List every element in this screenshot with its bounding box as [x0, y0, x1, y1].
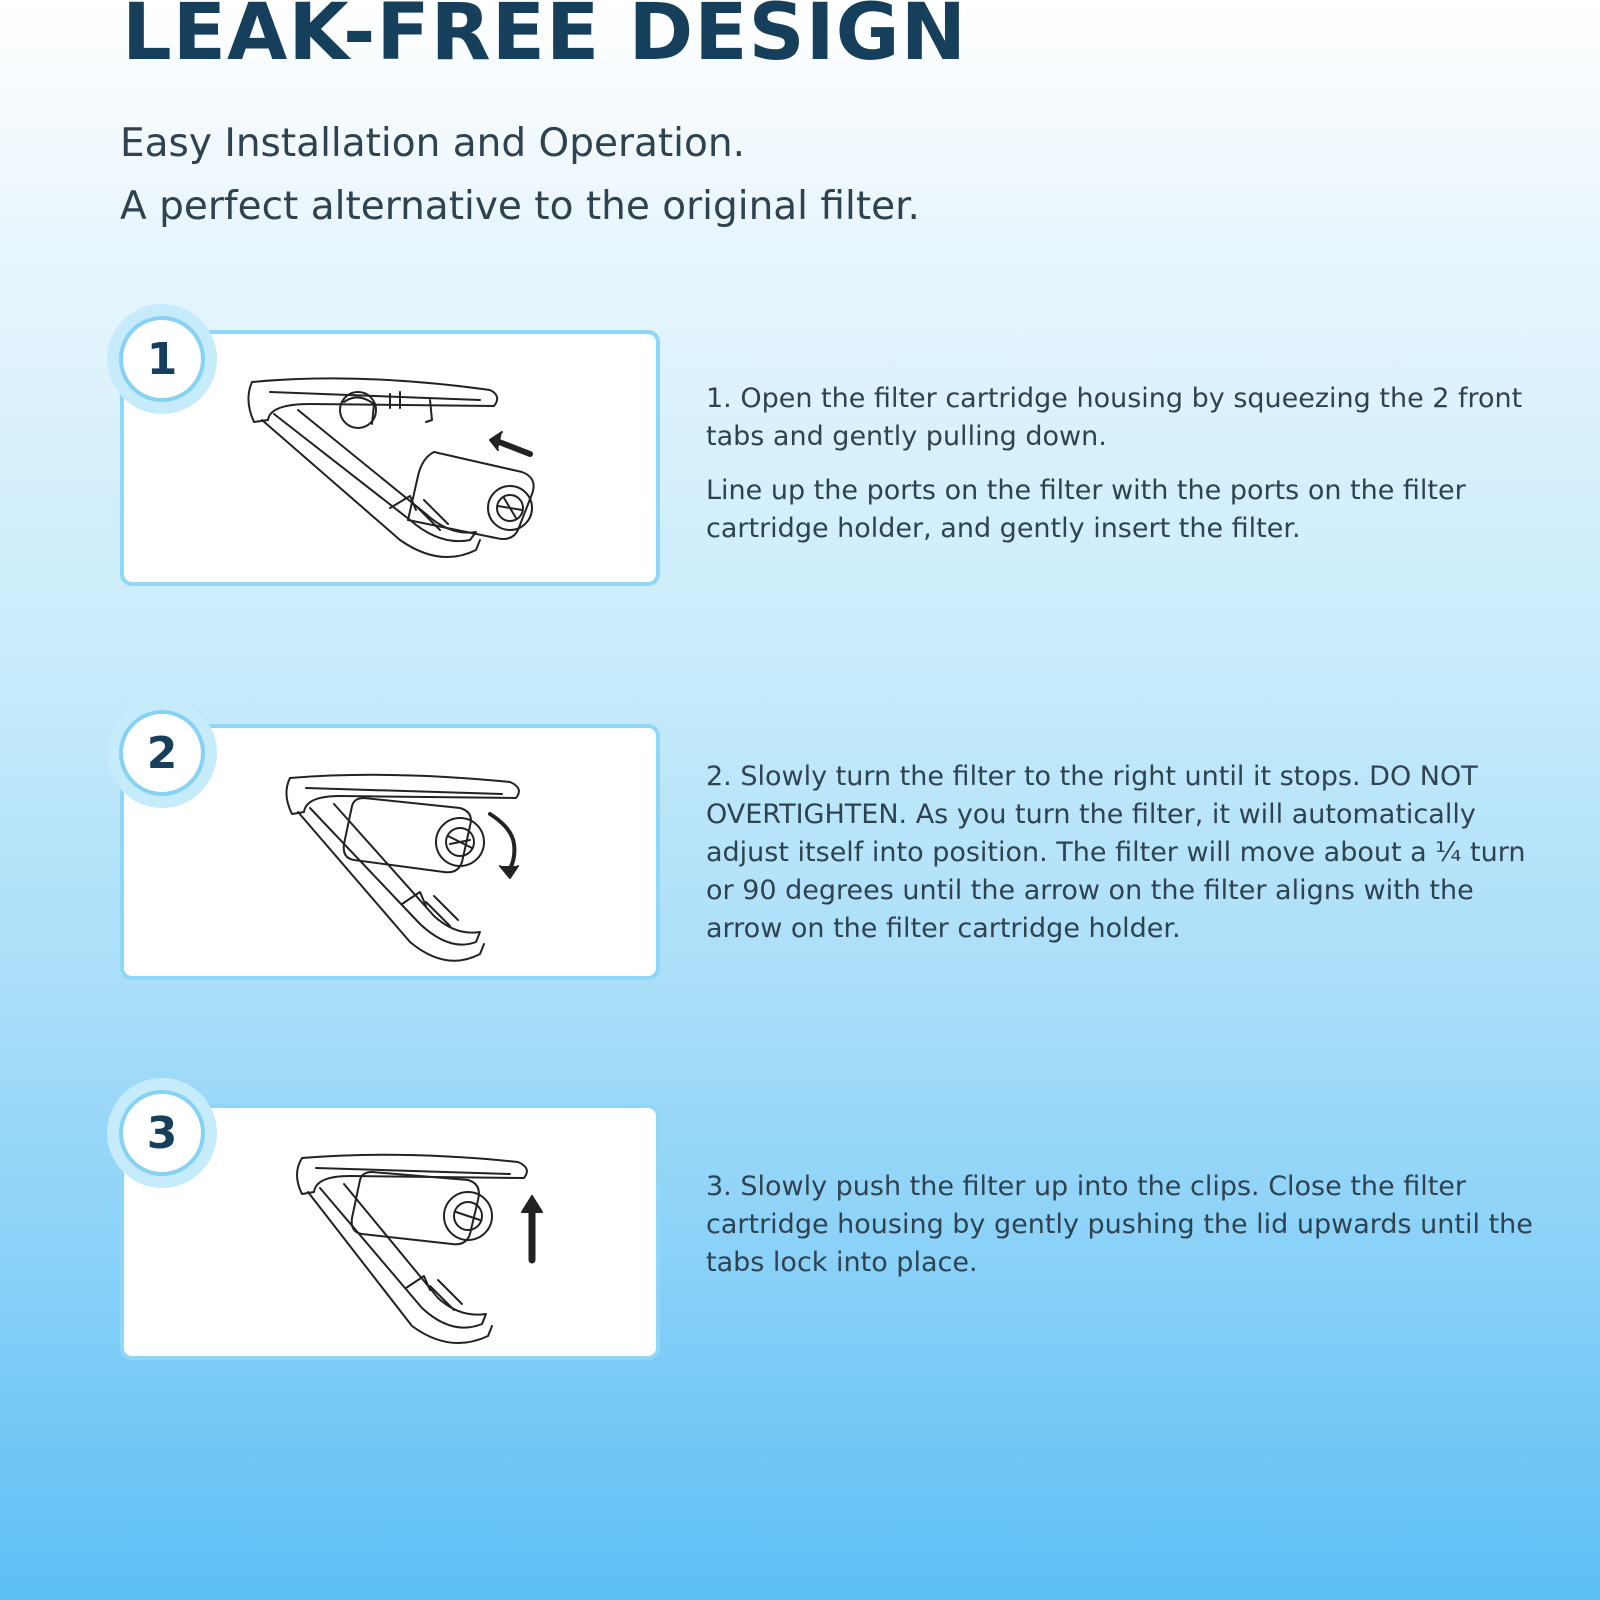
step-3-badge [107, 1078, 217, 1188]
filter-rotate-arrow-icon [280, 768, 560, 968]
step-3-paragraph-1: 3. Slowly push the filter up into the clips. Close the filter cartridge housing by gently pushing the lid upwards until the tabs lock into place. [706, 1171, 1533, 1278]
step-2-badge [107, 698, 217, 808]
filter-push-up-arrow-icon [292, 1148, 562, 1348]
subtitle-line-1: Easy Installation and Operation. [120, 121, 745, 166]
subtitle-line-2: A perfect alternative to the original filter. [120, 184, 920, 229]
step-1-text [706, 380, 1556, 564]
step-3-number: 3 [119, 1090, 205, 1176]
housing-open-insert-arrow-icon [240, 370, 590, 570]
step-3-text [706, 1168, 1556, 1298]
step-2-paragraph-1: 2. Slowly turn the filter to the right until it stops. DO NOT OVERTIGHTEN. As you turn the filter, it will automatically adjust itself into position. The filter will move about a ¼ turn or 90 degrees until the arrow on the filter aligns with the arrow on the filter cartridge holder. [706, 761, 1526, 944]
step-1-paragraph-2: Line up the ports on the filter with the ports on the filter cartridge holder, and gently insert the filter. [706, 475, 1466, 544]
step-2-text [706, 758, 1556, 964]
page-title: LEAK-FREE DESIGN [122, 0, 967, 78]
step-1-paragraph-1: 1. Open the filter cartridge housing by squeezing the 2 front tabs and gently pulling down. [706, 383, 1523, 452]
step-2-number: 2 [119, 710, 205, 796]
step-1-badge [107, 304, 217, 414]
step-1-number: 1 [119, 316, 205, 402]
subtitle [120, 112, 920, 238]
